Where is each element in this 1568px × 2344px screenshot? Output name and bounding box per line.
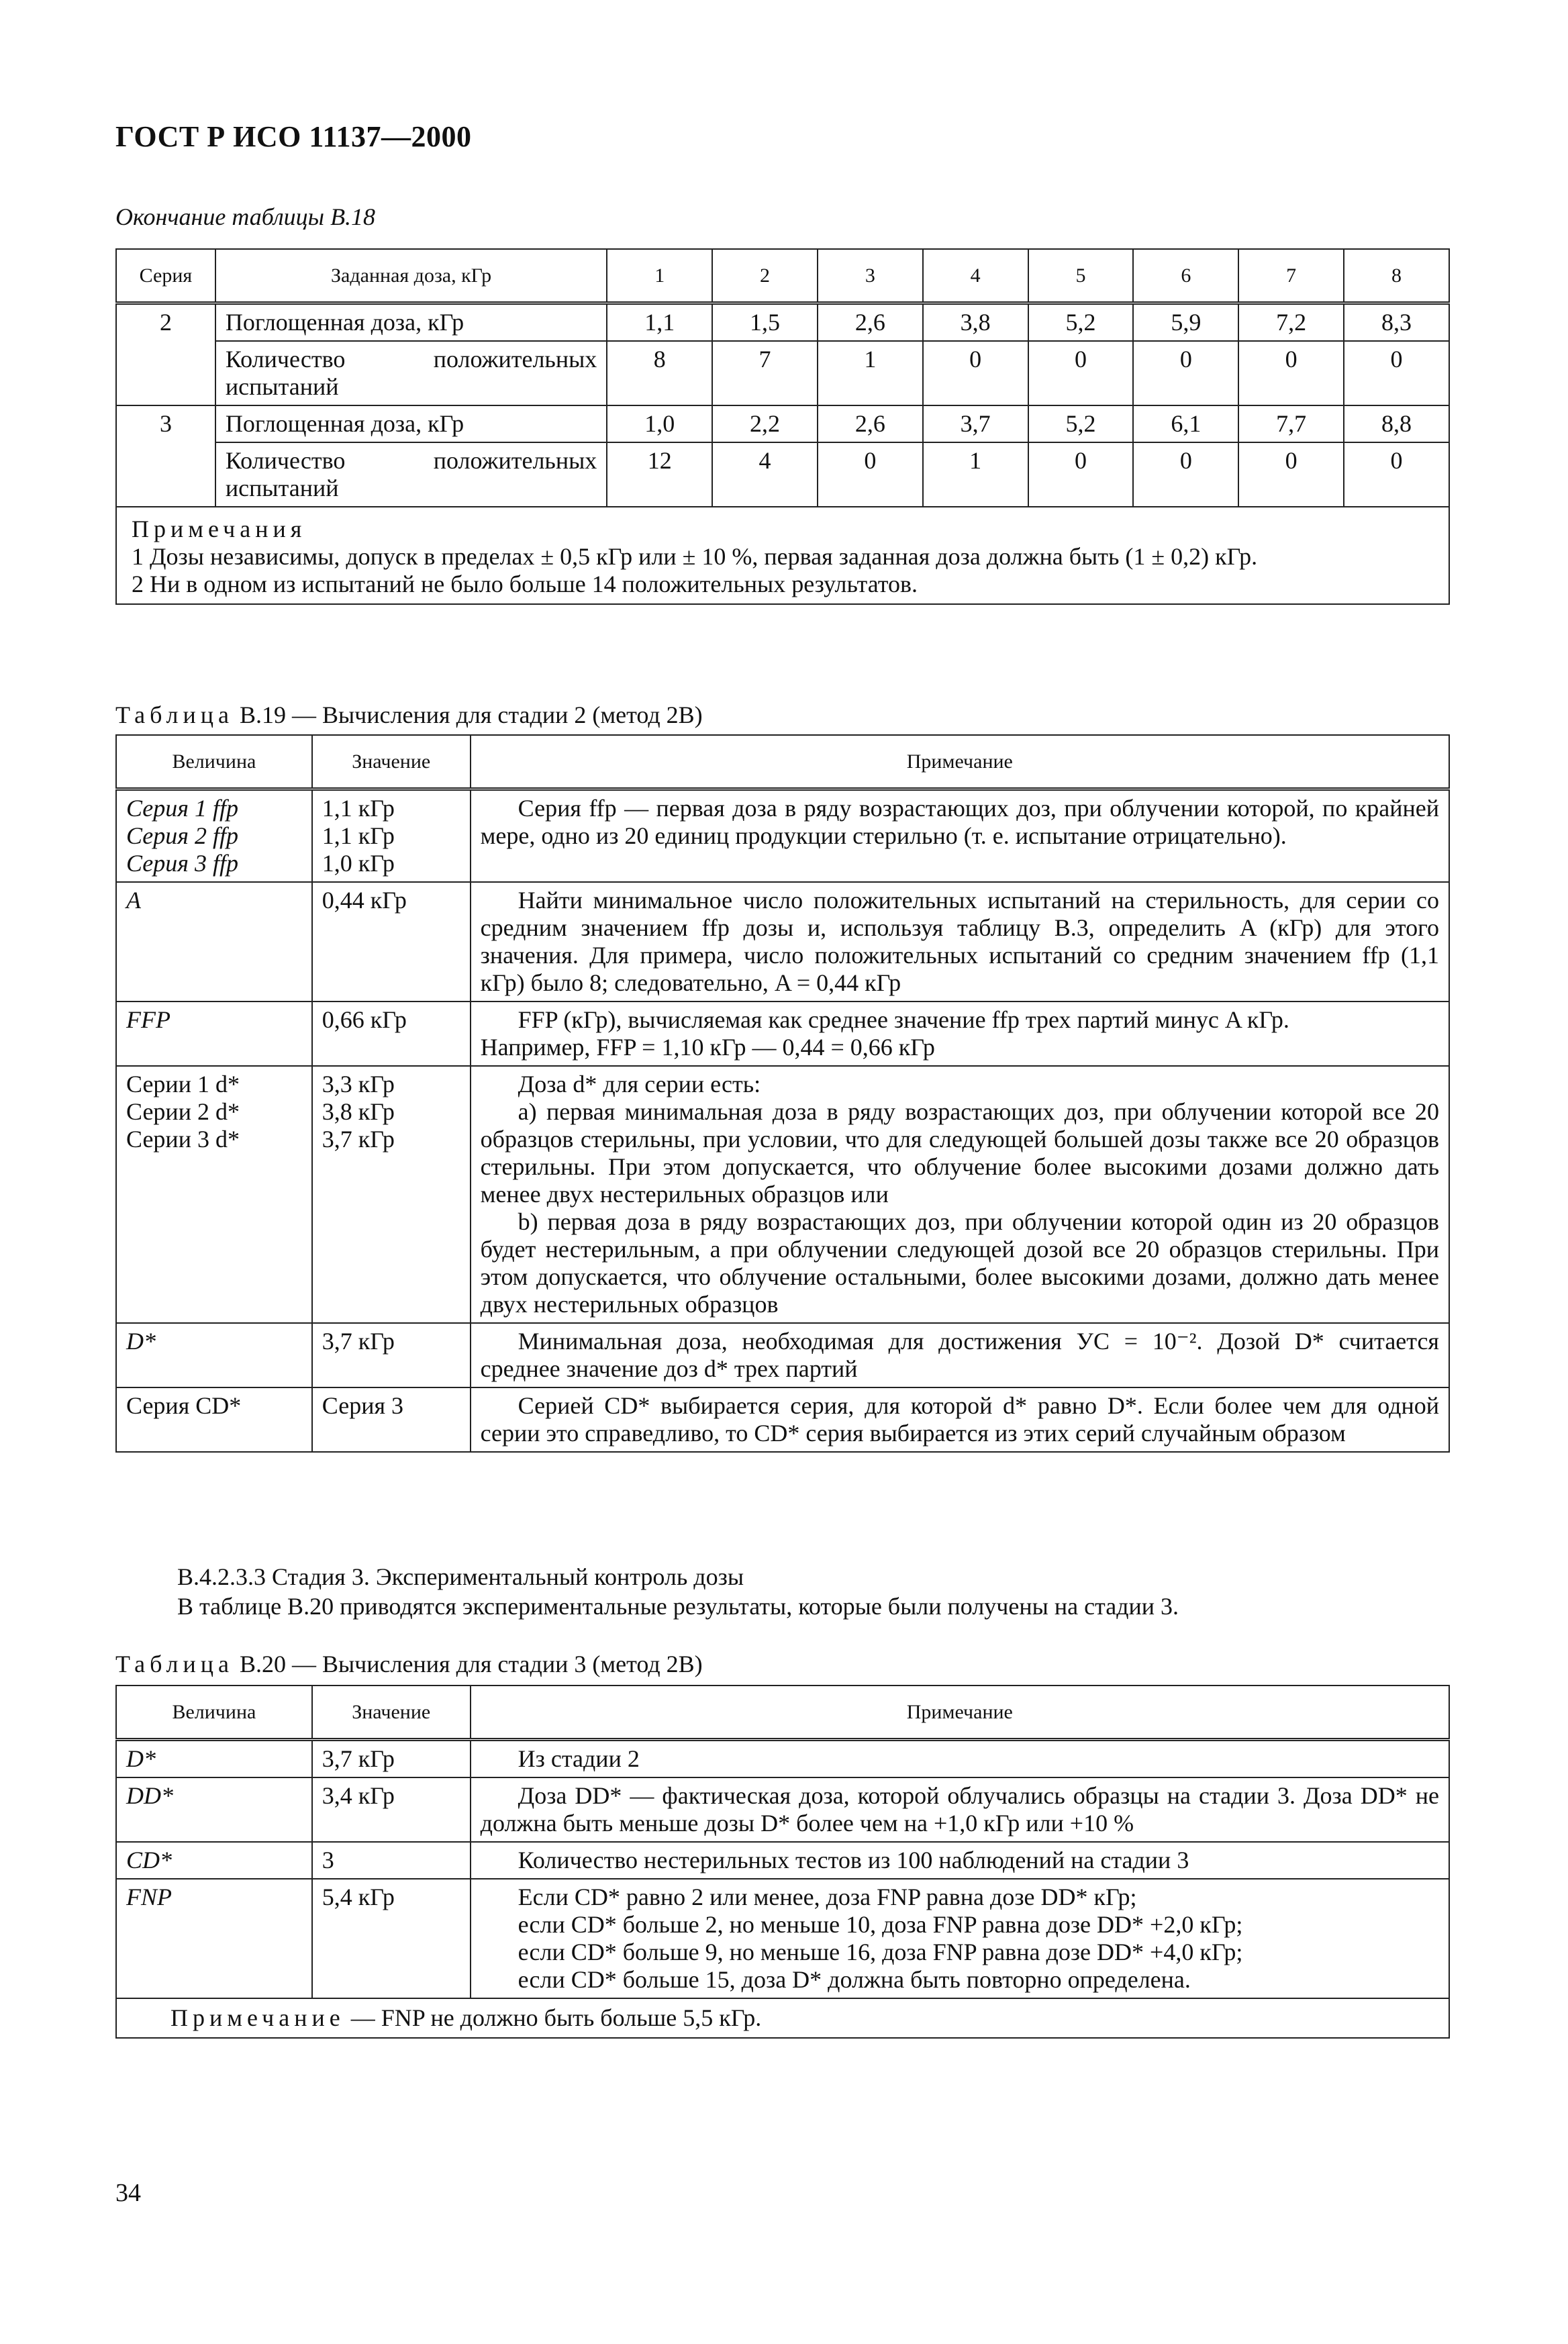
- table-cell: 3,8: [923, 303, 1028, 342]
- quantity-cell: FNP: [116, 1879, 312, 1998]
- table-cell: 0: [923, 341, 1028, 405]
- col-header-note: Примечание: [471, 735, 1449, 789]
- note-cell: Найти минимальное число положительных испытаний на стерильность, для серии со средним значением ffp дозы и, используя таблицу В.3, определить A (кГр) для этого значения. Для примера, число положительных испытаний со средним значением ffp (1,1 кГр) было 8; следовательно, A = 0,44 кГр: [471, 882, 1449, 1002]
- table-row: [116, 1740, 1449, 1778]
- table-cell: 8: [607, 341, 712, 405]
- table-cell: 0: [1344, 341, 1449, 405]
- note-cell: Минимальная доза, необходимая для достижения УС = 10⁻². Дозой D* считается среднее значение доз d* трех партий: [471, 1323, 1449, 1387]
- table-cell: 8,8: [1344, 405, 1449, 442]
- col-header: 3: [818, 249, 923, 303]
- table-cell: 7,7: [1238, 405, 1344, 442]
- row-label: Количество положительных испытаний: [215, 442, 607, 507]
- section-heading: В.4.2.3.3 Стадия 3. Экспериментальный контроль дозы: [177, 1563, 744, 1590]
- col-header: 7: [1238, 249, 1344, 303]
- table-cell: 0: [1133, 442, 1238, 507]
- table-notes-row: [116, 1998, 1449, 2038]
- value-cell: 3,3 кГр 3,8 кГр 3,7 кГр: [312, 1066, 471, 1323]
- note-1: 1 Дозы независимы, допуск в пределах ± 0,5 кГр или ± 10 %, первая заданная доза должна быть (1 ± 0,2) кГр.: [132, 543, 1258, 570]
- row-label: Поглощенная доза, кГр: [215, 303, 607, 342]
- note-cell: Количество нестерильных тестов из 100 наблюдений на стадии 3: [471, 1842, 1449, 1879]
- col-header: 6: [1133, 249, 1238, 303]
- table-cell: 0: [1028, 442, 1134, 507]
- note-cell: Серией CD* выбирается серия, для которой d* равно D*. Если более чем для одной серии это справедливо, то CD* серия выбирается из этих серий случайным образом: [471, 1387, 1449, 1452]
- value-cell: 5,4 кГр: [312, 1879, 471, 1998]
- quantity-cell: Серия 1 ffp Серия 2 ffp Серия 3 ffp: [116, 789, 312, 883]
- note-cell: Если CD* равно 2 или менее, доза FNP равна дозе DD* кГр; если CD* больше 2, но меньше 10, доза FNP равна дозе DD* +2,0 кГр; если CD* больше 9, но меньше 16, доза FNP равна дозе DD* +4,0 кГр; если CD* больше 15, доза D* должна быть повторно определена.: [471, 1879, 1449, 1998]
- table-cell: 5,9: [1133, 303, 1238, 342]
- col-header: 8: [1344, 249, 1449, 303]
- table-cell: 3,7: [923, 405, 1028, 442]
- series-cell: 2: [116, 303, 215, 406]
- table-cell: 5,2: [1028, 303, 1134, 342]
- table-cell: 6,1: [1133, 405, 1238, 442]
- col-header-note: Примечание: [471, 1686, 1449, 1740]
- table-cell: 1: [923, 442, 1028, 507]
- value-cell: 0,44 кГр: [312, 882, 471, 1002]
- table-row: [116, 405, 1449, 442]
- notes-title: Примечания: [132, 516, 307, 542]
- table-row: [116, 882, 1449, 1002]
- row-label: Поглощенная доза, кГр: [215, 405, 607, 442]
- quantity-cell: D*: [116, 1323, 312, 1387]
- table-row: [116, 789, 1449, 883]
- table-row: [116, 1777, 1449, 1842]
- table-b18-caption: Окончание таблицы В.18: [115, 203, 376, 230]
- col-header: 4: [923, 249, 1028, 303]
- note-cell: FFP (кГр), вычисляемая как среднее значение ffp трех партий минус A кГр. Например, FFP = 1,10 кГр — 0,44 = 0,66 кГр: [471, 1002, 1449, 1066]
- table-cell: 8,3: [1344, 303, 1449, 342]
- row-label: Количество положительных испытаний: [215, 341, 607, 405]
- table-row: [116, 442, 1449, 507]
- col-header-value: Значение: [312, 1686, 471, 1740]
- table-notes: [116, 507, 1449, 604]
- section-text: В таблице В.20 приводятся экспериментальные результаты, которые были получены на стадии 3.: [177, 1593, 1179, 1620]
- table-cell: 0: [1238, 341, 1344, 405]
- table-cell: 2,6: [818, 405, 923, 442]
- table-b20-caption: Таблица В.20 — Вычисления для стадии 3 (метод 2В): [115, 1651, 703, 1677]
- table-notes-row: [116, 507, 1449, 604]
- table-cell: 1: [818, 341, 923, 405]
- col-header-set-dose: Заданная доза, кГр: [215, 249, 607, 303]
- note-cell: Из стадии 2: [471, 1740, 1449, 1778]
- value-cell: 3: [312, 1842, 471, 1879]
- table-cell: 0: [1133, 341, 1238, 405]
- value-cell: 3,4 кГр: [312, 1777, 471, 1842]
- table-cell: 7: [712, 341, 818, 405]
- series-cell: 3: [116, 405, 215, 507]
- quantity-cell: A: [116, 882, 312, 1002]
- col-header: 1: [607, 249, 712, 303]
- table-cell: 1,0: [607, 405, 712, 442]
- table-cell: 0: [1344, 442, 1449, 507]
- quantity-cell: Серия CD*: [116, 1387, 312, 1452]
- table-row: [116, 341, 1449, 405]
- table-row: [116, 1002, 1449, 1066]
- table-b18: [115, 248, 1450, 605]
- table-cell: 2,6: [818, 303, 923, 342]
- table-row: [116, 1066, 1449, 1323]
- value-cell: 1,1 кГр 1,1 кГр 1,0 кГр: [312, 789, 471, 883]
- note-2: 2 Ни в одном из испытаний не было больше 14 положительных результатов.: [132, 571, 918, 597]
- value-cell: 0,66 кГр: [312, 1002, 471, 1066]
- table-row: [116, 1387, 1449, 1452]
- col-header-value: Значение: [312, 735, 471, 789]
- quantity-cell: DD*: [116, 1777, 312, 1842]
- quantity-cell: D*: [116, 1740, 312, 1778]
- table-cell: 2,2: [712, 405, 818, 442]
- page-number: 34: [115, 2179, 141, 2207]
- col-header-quantity: Величина: [116, 1686, 312, 1740]
- quantity-cell: Серии 1 d* Серии 2 d* Серии 3 d*: [116, 1066, 312, 1323]
- table-row: [116, 1842, 1449, 1879]
- table-b20: [115, 1685, 1450, 2039]
- quantity-cell: FFP: [116, 1002, 312, 1066]
- table-b19: [115, 734, 1450, 1453]
- table-cell: 7,2: [1238, 303, 1344, 342]
- value-cell: Серия 3: [312, 1387, 471, 1452]
- note-cell: Доза DD* — фактическая доза, которой облучались образцы на стадии 3. Доза DD* не должна быть меньше дозы D* более чем на +1,0 кГр или +10 %: [471, 1777, 1449, 1842]
- table-b19-caption: Таблица В.19 — Вычисления для стадии 2 (метод 2В): [115, 701, 703, 728]
- col-header: 2: [712, 249, 818, 303]
- note-cell: Серия ffp — первая доза в ряду возрастающих доз, при облучении которой, по крайней мере, одно из 20 единиц продукции стерильно (т. е. испытание отрицательно).: [471, 789, 1449, 883]
- table-cell: 0: [1028, 341, 1134, 405]
- table-row: [116, 1879, 1449, 1998]
- quantity-cell: CD*: [116, 1842, 312, 1879]
- col-header: 5: [1028, 249, 1134, 303]
- table-row: [116, 1323, 1449, 1387]
- table-row: [116, 303, 1449, 342]
- table-cell: 1,1: [607, 303, 712, 342]
- table-notes: Примечание — FNP не должно быть больше 5,5 кГр.: [116, 1998, 1449, 2038]
- table-cell: 4: [712, 442, 818, 507]
- table-cell: 0: [818, 442, 923, 507]
- table-cell: 0: [1238, 442, 1344, 507]
- col-header-series: Серия: [116, 249, 215, 303]
- value-cell: 3,7 кГр: [312, 1323, 471, 1387]
- table-cell: 12: [607, 442, 712, 507]
- value-cell: 3,7 кГр: [312, 1740, 471, 1778]
- table-cell: 5,2: [1028, 405, 1134, 442]
- note-cell: Доза d* для серии есть: а) первая минимальная доза в ряду возрастающих доз, при облучении которой все 20 образцов стерильны, при условии, что для следующей большей дозы также все 20 образцов стерильны. При этом допускается, что облучение более высокими дозами должно дать менее двух нестерильных образцов или b) первая доза в ряду возрастающих доз, при облучении которой один из 20 образцов будет нестерильным, а при облучении следующей дозой все 20 образцов стерильны. При этом допускается, что облучение остальными, более высокими дозами, должно дать менее двух нестерильных образцов: [471, 1066, 1449, 1323]
- document-header: ГОСТ Р ИСО 11137—2000: [115, 120, 472, 153]
- table-cell: 1,5: [712, 303, 818, 342]
- col-header-quantity: Величина: [116, 735, 312, 789]
